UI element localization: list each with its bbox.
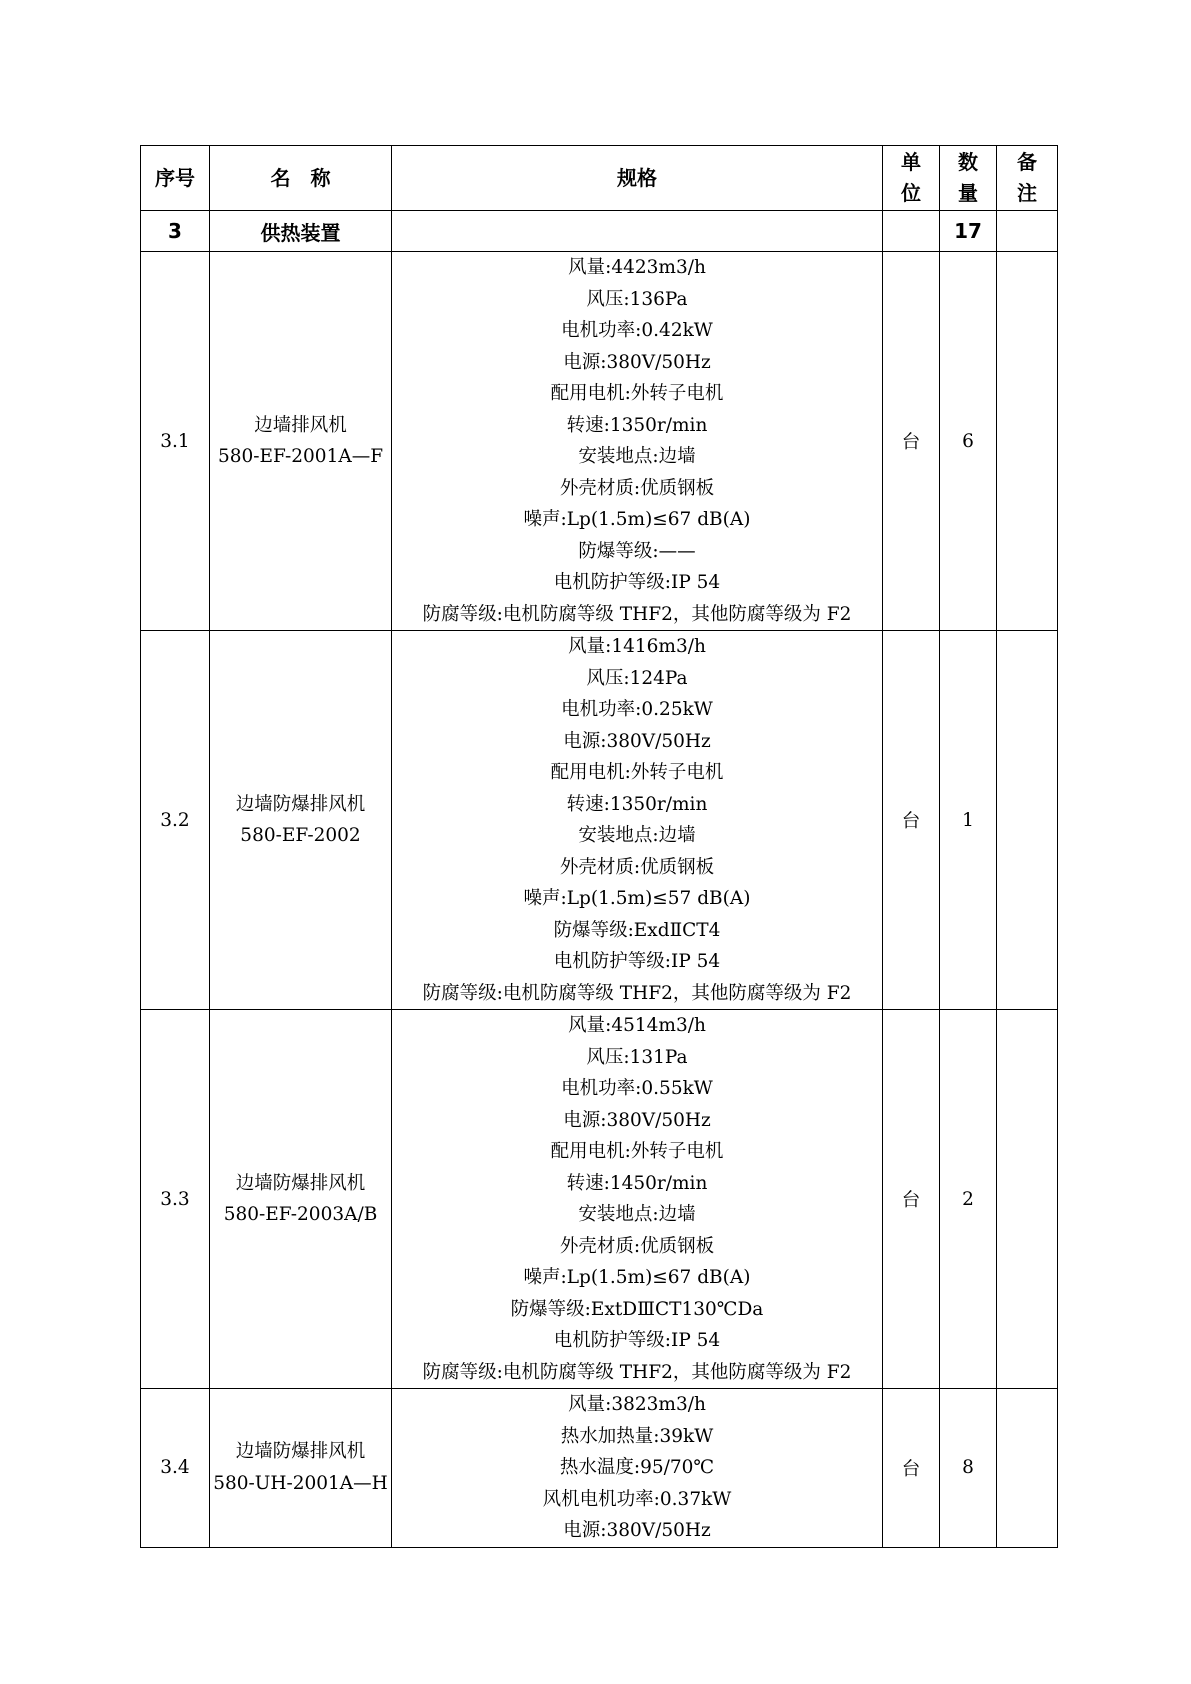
spec-line: 风压:136Pa xyxy=(586,288,688,310)
header-unit xyxy=(883,146,940,211)
table-row xyxy=(141,252,1058,631)
spec-line: 电源:380V/50Hz xyxy=(563,730,711,752)
spec-line: 风压:131Pa xyxy=(586,1046,688,1068)
group-remark xyxy=(997,211,1058,252)
item-spec xyxy=(392,1010,883,1389)
spec-line: 外壳材质:优质钢板 xyxy=(559,1235,715,1257)
item-remark xyxy=(997,1389,1058,1548)
item-qty: 8 xyxy=(940,1389,997,1548)
header-unit-line-2: 位 xyxy=(901,181,921,205)
spec-line: 外壳材质:优质钢板 xyxy=(559,856,715,878)
item-name-line: 边墙防爆排风机 xyxy=(235,1172,366,1194)
header-qty xyxy=(940,146,997,211)
header-spec: 规格 xyxy=(392,146,883,211)
item-name-line: 边墙防爆排风机 xyxy=(235,793,366,815)
item-index: 3.4 xyxy=(141,1389,210,1548)
spec-line: 安装地点:边墙 xyxy=(578,1204,696,1225)
spec-line: 电机防护等级:IP 54 xyxy=(553,1330,721,1351)
spec-line: 风量:4514m3/h xyxy=(568,1015,706,1036)
spec-line: 配用电机:外转子电机 xyxy=(550,762,724,783)
header-name: 名 称 xyxy=(210,146,392,211)
item-unit: 台 xyxy=(883,1389,940,1548)
spec-line: 风量:1416m3/h xyxy=(568,636,706,657)
spec-line: 安装地点:边墙 xyxy=(578,825,696,846)
spec-line: 热水温度:95/70℃ xyxy=(559,1457,715,1478)
item-name xyxy=(210,252,392,631)
header-index: 序号 xyxy=(141,146,210,211)
spec-line: 电源:380V/50Hz xyxy=(563,351,711,373)
spec-line: 转速:1450r/min xyxy=(566,1172,708,1194)
spec-line: 外壳材质:优质钢板 xyxy=(559,477,715,499)
item-qty: 1 xyxy=(940,631,997,1010)
spec-line: 配用电机:外转子电机 xyxy=(550,1141,724,1162)
group-spec xyxy=(392,211,883,252)
spec-line: 安装地点:边墙 xyxy=(578,446,696,467)
equipment-table-page xyxy=(140,145,1057,1548)
spec-line: 防腐等级:电机防腐等级 THF2，其他防腐等级为 F2 xyxy=(422,1361,852,1383)
item-remark xyxy=(997,1010,1058,1389)
table-header-row xyxy=(141,146,1058,211)
spec-line: 噪声:Lp(1.5m)≤67 dB(A) xyxy=(523,509,751,530)
item-name-line: 边墙防爆排风机 xyxy=(235,1441,366,1463)
spec-line: 电源:380V/50Hz xyxy=(563,1520,711,1541)
item-unit: 台 xyxy=(883,252,940,631)
header-unit-line-1: 单 xyxy=(901,149,921,174)
header-remark-line-2: 注 xyxy=(1017,181,1037,205)
header-remark-line-1: 备 xyxy=(1017,149,1037,174)
item-name xyxy=(210,631,392,1010)
spec-line: 风压:124Pa xyxy=(586,667,688,689)
spec-line: 电机功率:0.25kW xyxy=(561,699,713,720)
spec-line: 噪声:Lp(1.5m)≤57 dB(A) xyxy=(523,888,751,909)
spec-line: 转速:1350r/min xyxy=(566,793,708,815)
item-name-line: 580-EF-2003A/B xyxy=(223,1204,378,1225)
item-index: 3.2 xyxy=(141,631,210,1010)
item-name-line: 边墙排风机 xyxy=(254,414,347,436)
header-qty-line-2: 量 xyxy=(958,181,978,205)
spec-line: 转速:1350r/min xyxy=(566,414,708,436)
item-spec xyxy=(392,631,883,1010)
group-row xyxy=(141,211,1058,252)
header-qty-line-1: 数 xyxy=(958,149,978,174)
spec-line: 防腐等级:电机防腐等级 THF2，其他防腐等级为 F2 xyxy=(422,603,852,625)
group-index: 3 xyxy=(141,211,210,252)
spec-line: 电机功率:0.55kW xyxy=(561,1078,713,1099)
spec-line: 风机电机功率:0.37kW xyxy=(542,1488,732,1510)
item-unit: 台 xyxy=(883,631,940,1010)
item-index: 3.3 xyxy=(141,1010,210,1389)
spec-line: 电机防护等级:IP 54 xyxy=(553,951,721,972)
spec-line: 配用电机:外转子电机 xyxy=(550,383,724,404)
group-unit xyxy=(883,211,940,252)
item-name-line: 580-EF-2001A—F xyxy=(217,446,384,467)
item-remark xyxy=(997,252,1058,631)
table-row xyxy=(141,1389,1058,1548)
item-name xyxy=(210,1010,392,1389)
item-remark xyxy=(997,631,1058,1010)
item-name-line: 580-EF-2002 xyxy=(240,825,361,846)
spec-line: 噪声:Lp(1.5m)≤67 dB(A) xyxy=(523,1267,751,1288)
group-qty: 17 xyxy=(940,211,997,252)
item-index: 3.1 xyxy=(141,252,210,631)
item-name xyxy=(210,1389,392,1548)
equipment-table xyxy=(140,145,1058,1548)
item-qty: 6 xyxy=(940,252,997,631)
table-row xyxy=(141,631,1058,1010)
spec-line: 风量:3823m3/h xyxy=(568,1394,706,1415)
item-unit: 台 xyxy=(883,1010,940,1389)
spec-line: 电源:380V/50Hz xyxy=(563,1109,711,1131)
spec-line: 防爆等级:ExdⅡCT4 xyxy=(553,919,721,941)
spec-line: 热水加热量:39kW xyxy=(560,1425,714,1447)
item-name-line: 580-UH-2001A—H xyxy=(213,1472,388,1494)
item-qty: 2 xyxy=(940,1010,997,1389)
spec-line: 电机功率:0.42kW xyxy=(561,320,713,341)
header-remark xyxy=(997,146,1058,211)
spec-line: 防爆等级:ExtDⅢCT130℃Da xyxy=(510,1298,764,1320)
group-name: 供热装置 xyxy=(210,211,392,252)
item-spec xyxy=(392,252,883,631)
table-row xyxy=(141,1010,1058,1389)
spec-line: 电机防护等级:IP 54 xyxy=(553,572,721,593)
spec-line: 防腐等级:电机防腐等级 THF2，其他防腐等级为 F2 xyxy=(422,982,852,1004)
item-spec xyxy=(392,1389,883,1548)
spec-line: 防爆等级:—— xyxy=(578,540,696,562)
spec-line: 风量:4423m3/h xyxy=(568,257,706,278)
